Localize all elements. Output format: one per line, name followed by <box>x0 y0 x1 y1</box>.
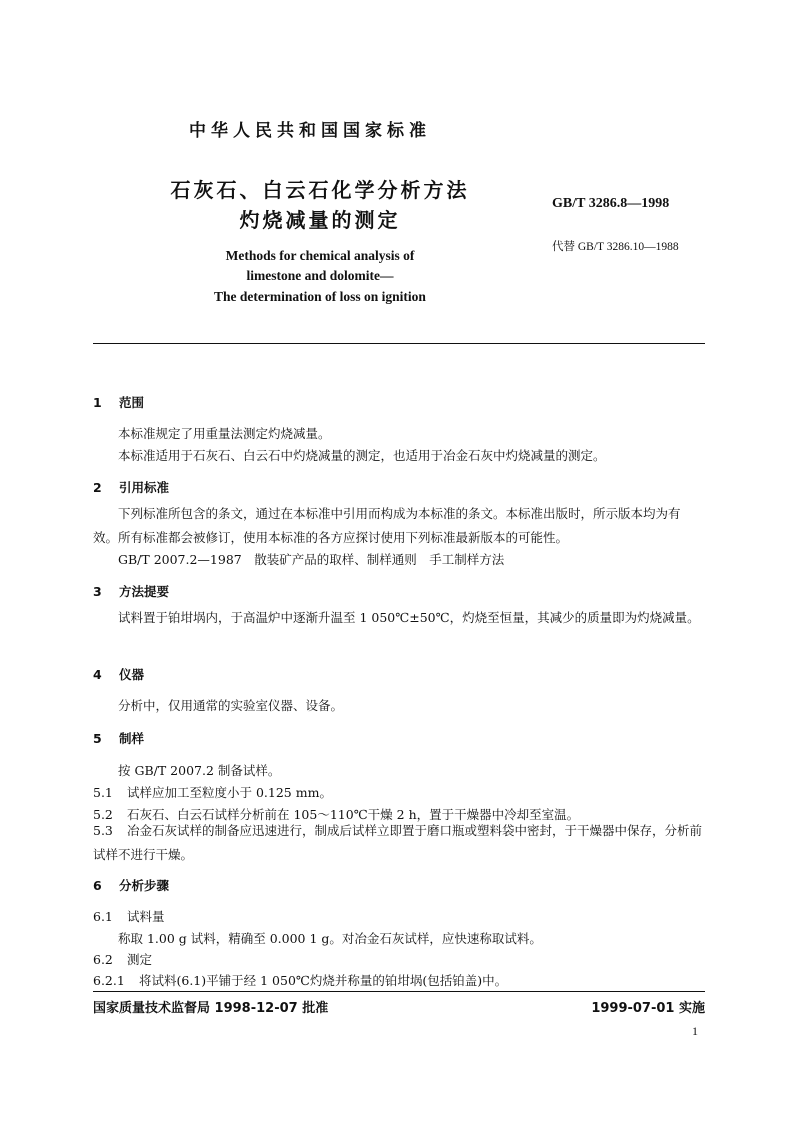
section-6-heading <box>93 876 169 894</box>
clause-text: 冶金石灰试样的制备应迅速进行，制成后试样立即置于磨口瓶或塑料袋中密封，于干燥器中保存，分析前试样不进行干燥。 <box>93 823 703 862</box>
section-number: 1 <box>93 395 102 410</box>
clause-6-1-para: 称取 1.00 g 试料，精确至 0.000 1 g。对冶金石灰试样，应快速称取试料。 <box>118 931 542 946</box>
section-title: 仪器 <box>119 667 145 682</box>
implementation-date: 1999-07-01 实施 <box>591 1001 705 1016</box>
section-title: 方法提要 <box>119 584 170 599</box>
title-en-line-3: The determination of loss on ignition <box>214 289 426 304</box>
section-1-para-1: 本标准规定了用重量法测定灼烧减量。 <box>118 426 331 441</box>
section-2-para-1: 下列标准所包含的条文，通过在本标准中引用而构成为本标准的条文。本标准出版时，所示版本均为有效。所有标准都会被修订，使用本标准的各方应探讨使用下列标准最新版本的可能性。 <box>93 506 681 545</box>
clause-number: 5.1 <box>93 785 113 800</box>
title-en-line-2: limestone and dolomite— <box>246 268 394 283</box>
clause-5-1 <box>93 783 332 801</box>
clause-text: 将试料(6.1)平铺于经 1 050℃灼烧并称量的铂坩埚(包括铂盖)中。 <box>139 973 508 988</box>
section-3-para-1: 试料置于铂坩埚内，于高温炉中逐渐升温至 1 050℃±50℃，灼烧至恒量，其减少的质量即为灼烧减量。 <box>118 610 700 625</box>
section-5-para-1: 按 GB/T 2007.2 制备试样。 <box>118 763 281 778</box>
clause-text: 试料量 <box>127 909 165 924</box>
national-standard-heading: 中华人民共和国国家标准 <box>189 121 431 141</box>
section-number: 2 <box>93 480 102 495</box>
section-1-heading <box>93 393 144 411</box>
page-number: 1 <box>692 1024 698 1038</box>
section-title: 制样 <box>119 731 145 746</box>
clause-number: 6.1 <box>93 909 113 924</box>
clause-text: 测定 <box>127 952 153 967</box>
clause-6-1 <box>93 907 165 925</box>
approval-note: 国家质量技术监督局 1998-12-07 批准 <box>93 1001 329 1016</box>
section-number: 4 <box>93 667 102 682</box>
clause-5-3 <box>93 819 705 867</box>
section-4-heading <box>93 665 144 683</box>
section-title: 引用标准 <box>119 480 170 495</box>
clause-text: 石灰石、白云石试样分析前在 105～110℃干燥 2 h，置于干燥器中冷却至室温。 <box>127 807 580 822</box>
section-2-heading <box>93 478 169 496</box>
section-title: 范围 <box>119 395 145 410</box>
section-5-heading <box>93 729 144 747</box>
section-1-para-2: 本标准适用于石灰石、白云石中灼烧减量的测定，也适用于冶金石灰中灼烧减量的测定。 <box>118 448 606 463</box>
title-en-line-1: Methods for chemical analysis of <box>225 248 415 263</box>
clause-number: 5.2 <box>93 807 113 822</box>
section-number: 6 <box>93 878 102 893</box>
clause-6-2-1 <box>93 971 507 989</box>
section-number: 3 <box>93 584 102 599</box>
footer-divider <box>93 991 705 992</box>
standard-code: GB/T 3286.8—1998 <box>552 196 670 211</box>
clause-number: 6.2.1 <box>93 973 125 988</box>
section-3-heading <box>93 582 169 600</box>
title-cn-line-2: 灼烧减量的测定 <box>239 208 401 232</box>
section-4-para-1: 分析中，仅用通常的实验室仪器、设备。 <box>118 698 344 713</box>
section-2-reference: GB/T 2007.2—1987 散装矿产品的取样、制样通则 手工制样方法 <box>118 552 505 567</box>
clause-6-2 <box>93 950 152 968</box>
header-divider <box>93 343 705 344</box>
clause-number: 6.2 <box>93 952 113 967</box>
clause-number: 5.3 <box>93 823 113 838</box>
section-title: 分析步骤 <box>119 878 170 893</box>
title-cn-line-1: 石灰石、白云石化学分析方法 <box>170 178 470 202</box>
clause-text: 试样应加工至粒度小于 0.125 mm。 <box>127 785 332 800</box>
replaces-standard: 代替 GB/T 3286.10—1988 <box>552 241 679 253</box>
section-number: 5 <box>93 731 102 746</box>
